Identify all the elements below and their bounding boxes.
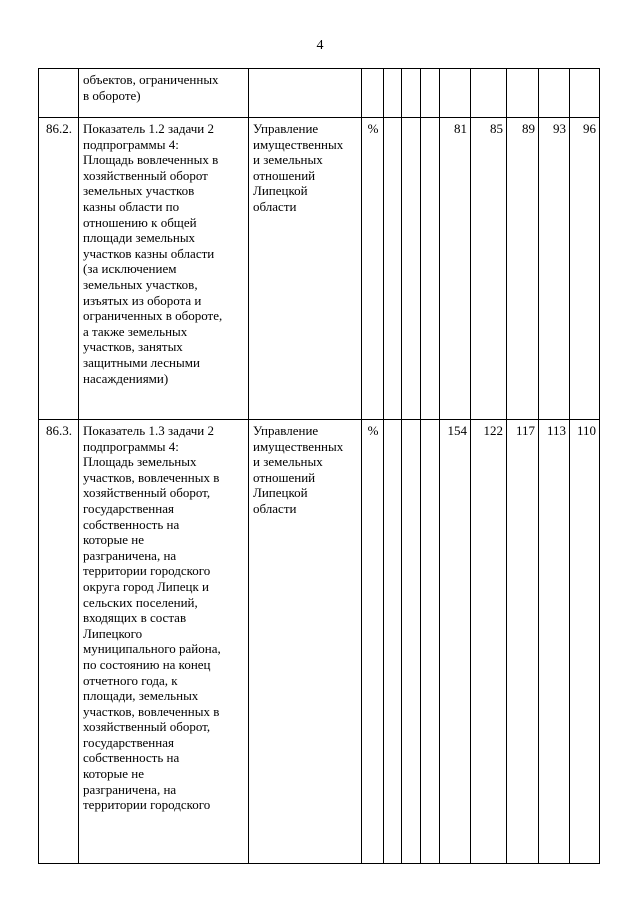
empty-cell [384,69,402,118]
value-cell [471,69,507,118]
unit-cell: % [362,420,384,864]
row-number [39,69,79,118]
value-cell: 96 [570,118,600,420]
empty-cell [384,118,402,420]
empty-cell [384,420,402,864]
value-cell [570,69,600,118]
unit-cell [362,69,384,118]
value-cell: 154 [440,420,471,864]
value-cell: 81 [440,118,471,420]
indicators-table [38,68,600,864]
empty-cell [402,420,421,864]
empty-cell [421,69,440,118]
value-cell: 113 [539,420,570,864]
value-cell: 110 [570,420,600,864]
value-cell: 117 [507,420,539,864]
empty-cell [402,69,421,118]
unit-cell: % [362,118,384,420]
indicator-text: объектов, ограниченных в обороте) [79,69,249,118]
page-number: 4 [316,38,324,53]
empty-cell [421,420,440,864]
responsible-text [249,69,362,118]
indicator-text: Показатель 1.2 задачи 2 подпрограммы 4: Площадь вовлеченных в хозяйственный оборот земельных участков казны области по отношению к общей площади земельных участков казны области (за исключением земельных участков, изъятых из оборота и ограниченных в обороте, а также земельных участков, занятых защитными лесными насаждениями) [79,118,249,420]
row-number: 86.3. [39,420,79,864]
responsible-text: Управление имущественных и земельных отношений Липецкой области [249,118,362,420]
table-row [39,420,600,864]
responsible-text: Управление имущественных и земельных отношений Липецкой области [249,420,362,864]
value-cell: 89 [507,118,539,420]
value-cell: 85 [471,118,507,420]
value-cell [440,69,471,118]
value-cell: 122 [471,420,507,864]
value-cell: 93 [539,118,570,420]
value-cell [507,69,539,118]
table-row [39,69,600,118]
row-number: 86.2. [39,118,79,420]
table-row [39,118,600,420]
value-cell [539,69,570,118]
indicator-text: Показатель 1.3 задачи 2 подпрограммы 4: Площадь земельных участков, вовлеченных в хозяйственный оборот, государственная собственность на которые не разграничена, на территории городского округа город Липецк и сельских поселений, входящих в состав Липецкого муниципального района, по состоянию на конец отчетного года, к площади, земельных участков, вовлеченных в хозяйственный оборот, государственная собственность на которые не разграничена, на территории городского [79,420,249,864]
empty-cell [402,118,421,420]
empty-cell [421,118,440,420]
